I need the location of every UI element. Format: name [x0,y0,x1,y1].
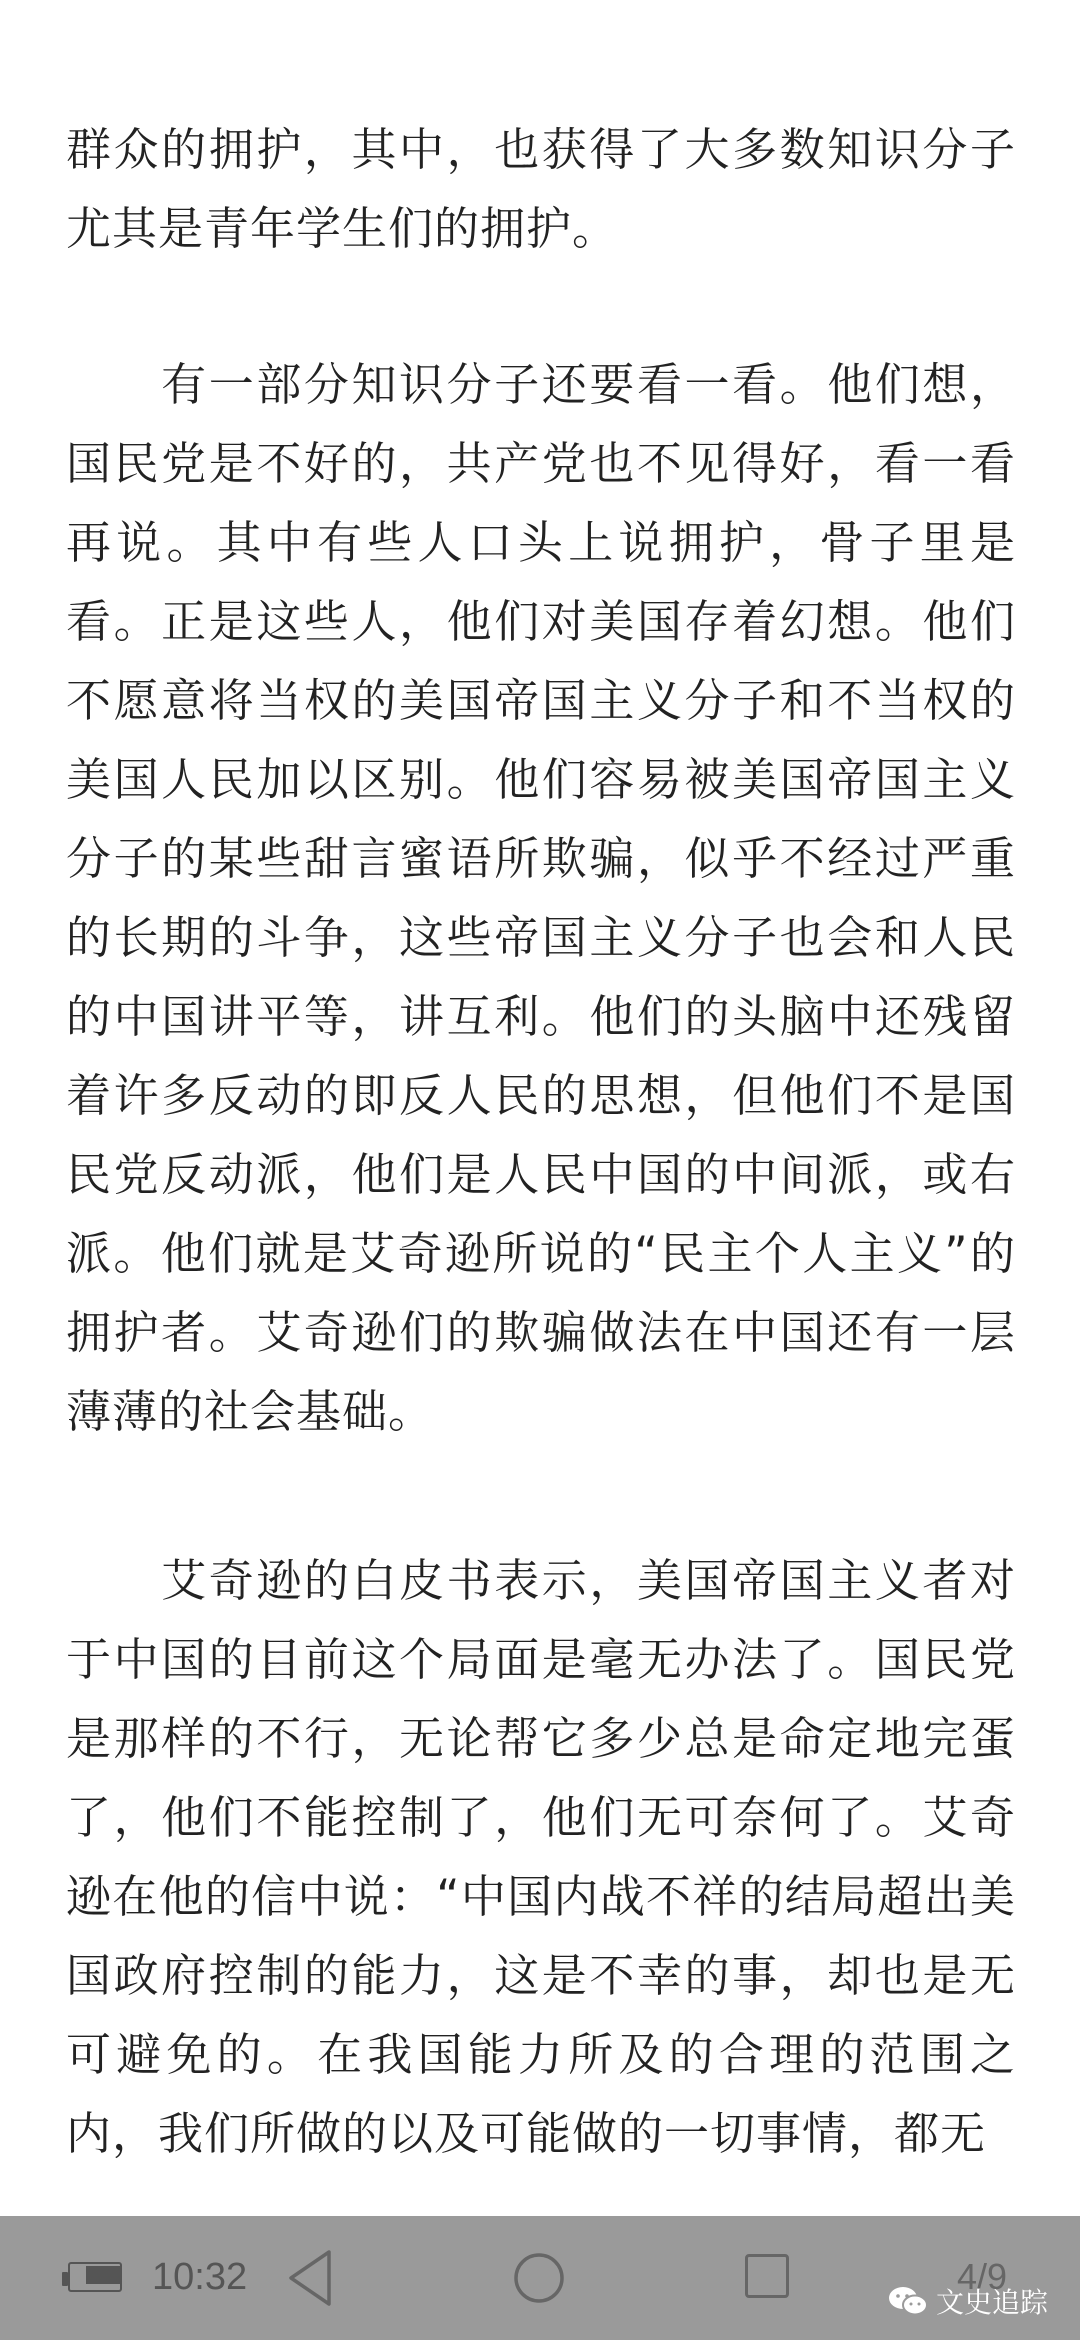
paragraph-text: 有一部分知识分子还要看一看。他们想，国民党是不好的，共产党也不见得好，看一看再说。其中有些人口头上说拥护，骨子里是看。正是这些人，他们对美国存着幻想。他们不愿意将当权的美国帝国主义分子和不当权的美国人民加以区别。他们容易被美国帝国主义分子的某些甜言蜜语所欺骗，似乎不经过严重的长期的斗争，这些帝国主义分子也会和人民的中国讲平等，讲互利。他们的头脑中还残留着许多反动的即反人民的思想，但他们不是国民党反动派，他们是人民中国的中间派，或右派。他们就是艾奇逊所说的“民主个人主义”的拥护者。艾奇逊们的欺骗做法在中国还有一层薄薄的社会基础。 [66,358,1016,1438]
clock-time: 10:32 [152,2256,248,2298]
article-paragraph-2 [66,345,1016,1451]
triangle-back-icon[interactable] [285,2248,335,2308]
wechat-icon [888,2284,928,2318]
article-paragraph-1 [66,110,1016,268]
paragraph-text: 群众的拥护，其中，也获得了大多数知识分子尤其是青年学生们的拥护。 [66,123,1016,255]
battery-icon [62,2262,126,2296]
watermark-text: 文史追踪 [936,2286,1049,2319]
battery-level-fill [86,2266,122,2284]
square-recent-icon[interactable] [745,2254,789,2298]
paragraph-text: 艾奇逊的白皮书表示，美国帝国主义者对于中国的目前这个局面是毫无办法了。国民党是那样的不行，无论帮它多少总是命定地完蛋了，他们不能控制了，他们无可奈何了。艾奇逊在他的信中说：“中国内战不祥的结局超出美国政府控制的能力，这是不幸的事，却也是无可避免的。在我国能力所及的合理的范围之内，我们所做的以及可能做的一切事情，都无 [66,1554,1016,2160]
watermark [888,2278,1048,2324]
page-indicator: 4/9 [957,2256,1008,2297]
bottom-status-bar [0,2216,1080,2340]
circle-home-icon[interactable] [513,2252,565,2304]
article-paragraph-3 [66,1541,1016,2173]
